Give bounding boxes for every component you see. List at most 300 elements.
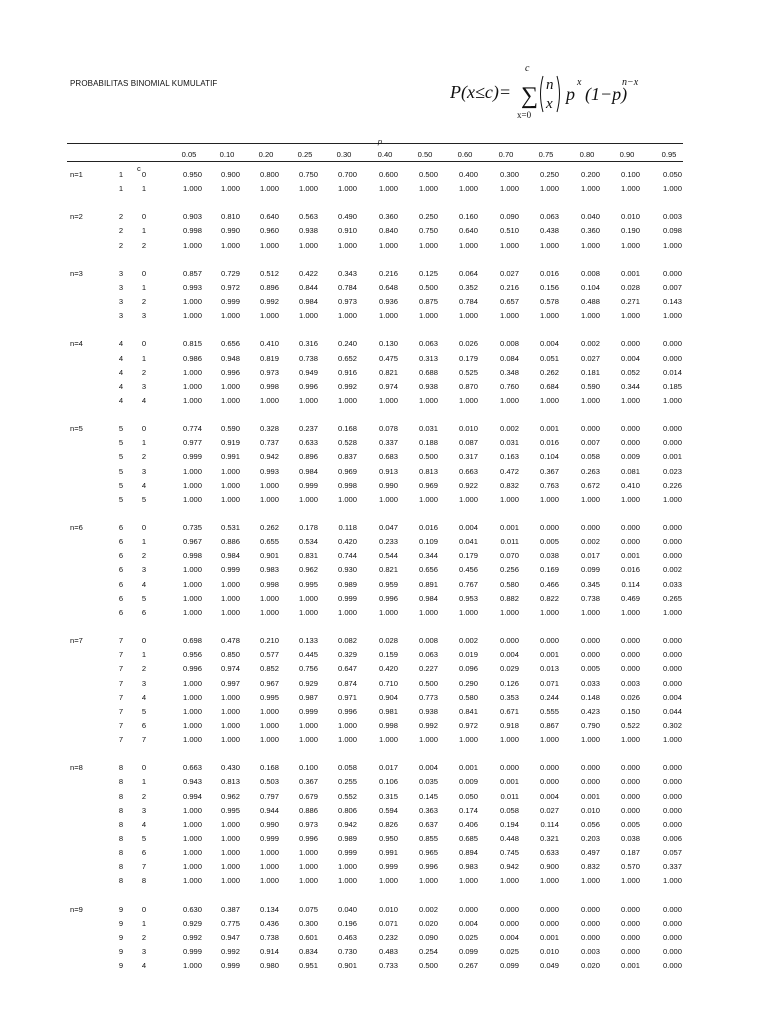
n-cell: 1 — [118, 184, 124, 194]
probability-cell: 0.026 — [458, 339, 478, 349]
c-cell: 7 — [141, 735, 147, 745]
probability-cell: 0.992 — [337, 381, 357, 391]
probability-cell: 0.016 — [620, 565, 640, 575]
probability-cell: 0.784 — [458, 297, 478, 307]
probability-cell: 1.000 — [298, 395, 318, 405]
probability-cell: 0.130 — [378, 339, 398, 349]
probability-cell: 1.000 — [418, 240, 438, 250]
table-row — [0, 818, 768, 832]
probability-cell: 0.005 — [539, 537, 559, 547]
probability-cell: 0.000 — [539, 777, 559, 787]
probability-cell: 0.929 — [298, 678, 318, 688]
probability-cell: 0.028 — [378, 636, 398, 646]
probability-cell: 1.000 — [378, 184, 398, 194]
probability-cell: 0.114 — [621, 579, 640, 589]
probability-cell: 0.178 — [298, 523, 318, 532]
probability-cell: 1.000 — [418, 607, 438, 617]
probability-cell: 0.469 — [620, 593, 640, 603]
n-cell: 4 — [118, 395, 124, 405]
probability-cell: 1.000 — [539, 240, 559, 250]
probability-cell: 1.000 — [580, 184, 600, 194]
probability-cell: 0.745 — [499, 848, 519, 858]
probability-cell: 0.857 — [182, 268, 202, 278]
probability-cell: 1.000 — [259, 720, 279, 730]
probability-cell: 0.943 — [182, 777, 202, 787]
c-cell: 2 — [141, 452, 147, 462]
probability-cell: 0.965 — [418, 848, 438, 858]
probability-cell: 0.901 — [259, 551, 279, 561]
probability-cell: 0.262 — [259, 523, 279, 532]
probability-cell: 0.922 — [458, 480, 478, 490]
probability-cell: 0.984 — [298, 466, 318, 476]
probability-cell: 0.959 — [378, 579, 398, 589]
probability-cell: 0.353 — [499, 692, 519, 702]
probability-cell: 0.684 — [539, 381, 559, 391]
probability-cell: 0.000 — [580, 636, 600, 646]
probability-cell: 1.000 — [580, 607, 600, 617]
table-row — [0, 705, 768, 719]
probability-cell: 0.998 — [259, 579, 279, 589]
table-row — [0, 775, 768, 789]
table-row — [0, 465, 768, 479]
probability-cell: 0.099 — [499, 961, 519, 971]
probability-cell: 0.700 — [337, 170, 357, 179]
probability-cell: 0.002 — [580, 339, 600, 349]
probability-cell: 0.951 — [298, 961, 318, 971]
group-label: n=1 — [70, 170, 83, 179]
probability-cell: 1.000 — [580, 494, 600, 504]
probability-cell: 0.000 — [662, 819, 682, 829]
probability-cell: 0.406 — [458, 819, 478, 829]
group-label: n=2 — [70, 212, 83, 222]
probability-cell: 0.738 — [580, 593, 600, 603]
probability-cell: 1.000 — [378, 876, 398, 886]
probability-cell: 0.004 — [458, 523, 478, 532]
probability-cell: 1.000 — [458, 184, 478, 194]
probability-cell: 0.698 — [182, 636, 202, 646]
formula-lhs: P(x≤c)= — [450, 82, 511, 102]
formula-one-minus-p: (1−p) — [585, 84, 628, 104]
probability-cell: 1.000 — [662, 311, 682, 321]
probability-cell: 1.000 — [220, 876, 240, 886]
probability-cell: 0.648 — [378, 282, 398, 292]
probability-cell: 0.655 — [259, 537, 279, 547]
probability-cell: 0.064 — [458, 268, 478, 278]
probability-cell: 0.656 — [418, 565, 438, 575]
probability-cell: 0.047 — [378, 523, 398, 532]
table-row — [0, 168, 768, 182]
probability-cell: 0.525 — [458, 367, 478, 377]
probability-cell: 0.000 — [620, 932, 640, 942]
probability-cell: 0.058 — [580, 452, 600, 462]
n-cell: 6 — [118, 537, 124, 547]
table-row — [0, 380, 768, 394]
probability-cell: 1.000 — [620, 494, 640, 504]
probability-cell: 0.775 — [220, 918, 240, 928]
probability-cell: 0.900 — [220, 170, 240, 179]
probability-cell: 0.488 — [580, 297, 600, 307]
table-row — [0, 677, 768, 691]
formula-exp-x: x — [577, 77, 582, 88]
probability-cell: 0.023 — [662, 466, 682, 476]
probability-cell: 0.344 — [418, 551, 438, 561]
probability-cell: 1.000 — [499, 876, 519, 886]
table-row — [0, 903, 768, 917]
probability-cell: 0.483 — [378, 947, 398, 957]
p-header-0.30: 0.30 — [336, 150, 352, 159]
probability-cell: 0.010 — [458, 424, 478, 434]
probability-cell: 0.006 — [662, 834, 682, 843]
probability-cell: 0.999 — [182, 947, 202, 957]
probability-cell: 0.991 — [220, 452, 240, 462]
probability-cell: 0.082 — [337, 636, 357, 646]
probability-cell: 0.834 — [298, 947, 318, 957]
c-cell: 6 — [141, 720, 147, 730]
probability-cell: 1.000 — [620, 240, 640, 250]
n-cell: 6 — [118, 579, 124, 589]
probability-cell: 0.317 — [458, 452, 478, 462]
c-cell: 3 — [141, 565, 147, 575]
table-row — [0, 450, 768, 464]
probability-cell: 0.010 — [539, 947, 559, 957]
probability-cell: 1.000 — [182, 579, 202, 589]
probability-cell: 1.000 — [458, 607, 478, 617]
table-row — [0, 662, 768, 676]
probability-cell: 0.999 — [220, 565, 240, 575]
probability-cell: 0.001 — [499, 523, 519, 532]
probability-cell: 0.004 — [418, 763, 438, 773]
probability-cell: 0.035 — [418, 777, 438, 787]
probability-cell: 0.008 — [580, 268, 600, 278]
probability-cell: 0.025 — [499, 947, 519, 957]
probability-cell: 0.008 — [418, 636, 438, 646]
probability-cell: 0.913 — [378, 466, 398, 476]
n-cell: 7 — [118, 636, 124, 646]
probability-cell: 0.996 — [298, 834, 318, 843]
probability-cell: 0.000 — [662, 268, 682, 278]
probability-cell: 0.832 — [499, 480, 519, 490]
probability-cell: 1.000 — [539, 607, 559, 617]
probability-cell: 1.000 — [182, 862, 202, 872]
n-cell: 3 — [118, 297, 124, 307]
probability-cell: 0.919 — [220, 438, 240, 448]
probability-cell: 0.104 — [539, 452, 559, 462]
probability-cell: 1.000 — [662, 735, 682, 745]
probability-cell: 0.490 — [337, 212, 357, 222]
probability-cell: 0.973 — [298, 819, 318, 829]
probability-cell: 0.000 — [620, 763, 640, 773]
probability-cell: 0.031 — [499, 438, 519, 448]
c-cell: 2 — [141, 297, 147, 307]
probability-cell: 0.000 — [539, 636, 559, 646]
probability-cell: 1.000 — [298, 862, 318, 872]
probability-cell: 1.000 — [418, 311, 438, 321]
probability-cell: 0.930 — [337, 565, 357, 575]
probability-cell: 0.949 — [298, 367, 318, 377]
c-cell: 2 — [141, 791, 147, 801]
probability-cell: 0.179 — [458, 551, 478, 561]
probability-cell: 1.000 — [378, 735, 398, 745]
probability-cell: 0.671 — [499, 706, 519, 716]
probability-cell: 0.090 — [499, 212, 519, 222]
probability-cell: 0.038 — [620, 834, 640, 843]
probability-cell: 0.929 — [182, 918, 202, 928]
probability-cell: 1.000 — [499, 607, 519, 617]
probability-cell: 0.100 — [298, 763, 318, 773]
probability-cell: 0.000 — [620, 438, 640, 448]
probability-cell: 0.188 — [418, 438, 438, 448]
probability-cell: 0.226 — [662, 480, 682, 490]
probability-cell: 0.290 — [458, 678, 478, 688]
probability-cell: 0.534 — [298, 537, 318, 547]
probability-cell: 1.000 — [298, 720, 318, 730]
probability-cell: 0.870 — [458, 381, 478, 391]
n-cell: 7 — [118, 650, 124, 660]
probability-cell: 0.000 — [620, 636, 640, 646]
probability-cell: 0.840 — [378, 226, 398, 236]
probability-cell: 0.360 — [378, 212, 398, 222]
probability-cell: 0.000 — [662, 805, 682, 815]
probability-cell: 0.993 — [259, 466, 279, 476]
probability-cell: 0.633 — [539, 848, 559, 858]
probability-cell: 0.552 — [337, 791, 357, 801]
probability-cell: 0.004 — [662, 692, 682, 702]
probability-cell: 0.000 — [620, 537, 640, 547]
probability-cell: 0.995 — [298, 579, 318, 589]
probability-cell: 0.133 — [298, 636, 318, 646]
probability-cell: 0.784 — [337, 282, 357, 292]
probability-cell: 0.445 — [298, 650, 318, 660]
probability-cell: 0.001 — [539, 932, 559, 942]
c-cell: 1 — [141, 353, 147, 363]
c-cell: 4 — [141, 819, 147, 829]
probability-cell: 0.013 — [539, 664, 559, 674]
probability-cell: 0.944 — [259, 805, 279, 815]
table-row — [0, 337, 768, 351]
c-cell: 0 — [141, 212, 147, 222]
c-cell: 1 — [141, 918, 147, 928]
probability-cell: 0.590 — [580, 381, 600, 391]
probability-cell: 0.948 — [220, 353, 240, 363]
probability-cell: 1.000 — [298, 311, 318, 321]
p-header-0.50: 0.50 — [417, 150, 433, 159]
probability-cell: 0.773 — [418, 692, 438, 702]
probability-cell: 0.040 — [580, 212, 600, 222]
probability-cell: 0.420 — [378, 664, 398, 674]
p-header-0.10: 0.10 — [219, 150, 235, 159]
probability-cell: 0.438 — [539, 226, 559, 236]
probability-cell: 0.000 — [499, 763, 519, 773]
probability-cell: 0.831 — [298, 551, 318, 561]
probability-cell: 0.159 — [378, 650, 398, 660]
probability-cell: 0.990 — [378, 480, 398, 490]
probability-cell: 1.000 — [298, 240, 318, 250]
probability-cell: 1.000 — [337, 607, 357, 617]
probability-cell: 0.763 — [539, 480, 559, 490]
probability-cell: 0.174 — [458, 805, 478, 815]
probability-cell: 0.019 — [458, 650, 478, 660]
probability-cell: 0.422 — [298, 268, 318, 278]
probability-cell: 0.466 — [539, 579, 559, 589]
probability-cell: 0.953 — [458, 593, 478, 603]
probability-cell: 0.017 — [378, 763, 398, 773]
probability-cell: 0.813 — [220, 777, 240, 787]
probability-cell: 0.992 — [259, 297, 279, 307]
probability-cell: 0.910 — [337, 226, 357, 236]
probability-cell: 1.000 — [662, 607, 682, 617]
probability-cell: 0.099 — [580, 565, 600, 575]
probability-cell: 0.996 — [378, 593, 398, 603]
probability-cell: 0.683 — [378, 452, 398, 462]
probability-cell: 0.179 — [458, 353, 478, 363]
probability-cell: 0.002 — [499, 424, 519, 434]
probability-cell: 0.000 — [580, 523, 600, 532]
probability-cell: 0.974 — [220, 664, 240, 674]
c-cell: 6 — [141, 607, 147, 617]
n-cell: 5 — [118, 480, 124, 490]
probability-cell: 1.000 — [259, 395, 279, 405]
probability-cell: 0.841 — [458, 706, 478, 716]
formula-p: p — [566, 84, 575, 104]
probability-cell: 0.896 — [259, 282, 279, 292]
probability-cell: 1.000 — [499, 240, 519, 250]
probability-cell: 0.475 — [378, 353, 398, 363]
probability-cell: 0.017 — [580, 551, 600, 561]
probability-cell: 1.000 — [182, 805, 202, 815]
probability-cell: 0.950 — [378, 834, 398, 843]
probability-cell: 0.000 — [620, 339, 640, 349]
probability-cell: 1.000 — [499, 735, 519, 745]
probability-cell: 1.000 — [259, 184, 279, 194]
n-cell: 8 — [118, 834, 124, 843]
probability-cell: 0.640 — [458, 226, 478, 236]
c-cell: 8 — [141, 876, 147, 886]
table-row — [0, 691, 768, 705]
probability-cell: 0.367 — [539, 466, 559, 476]
c-cell: 0 — [141, 763, 147, 773]
probability-cell: 0.010 — [580, 805, 600, 815]
table-row — [0, 804, 768, 818]
probability-cell: 0.001 — [458, 763, 478, 773]
probability-cell: 0.020 — [418, 918, 438, 928]
probability-cell: 0.000 — [620, 791, 640, 801]
probability-cell: 0.806 — [337, 805, 357, 815]
probability-cell: 0.640 — [259, 212, 279, 222]
table-row — [0, 563, 768, 577]
probability-cell: 0.000 — [620, 664, 640, 674]
n-cell: 4 — [118, 381, 124, 391]
probability-cell: 0.580 — [499, 579, 519, 589]
probability-cell: 0.058 — [499, 805, 519, 815]
probability-cell: 0.000 — [580, 424, 600, 434]
probability-cell: 0.000 — [539, 918, 559, 928]
probability-cell: 0.329 — [337, 650, 357, 660]
probability-cell: 0.987 — [298, 692, 318, 702]
probability-cell: 1.000 — [662, 876, 682, 886]
probability-cell: 0.882 — [499, 593, 519, 603]
probability-cell: 0.991 — [378, 848, 398, 858]
probability-cell: 0.071 — [539, 678, 559, 688]
probability-cell: 0.996 — [182, 664, 202, 674]
n-cell: 3 — [118, 311, 124, 321]
probability-cell: 1.000 — [182, 678, 202, 688]
probability-cell: 0.531 — [220, 523, 240, 532]
probability-cell: 0.028 — [620, 282, 640, 292]
probability-cell: 1.000 — [259, 848, 279, 858]
probability-cell: 0.744 — [337, 551, 357, 561]
group-label: n=8 — [70, 763, 83, 773]
probability-cell: 0.500 — [418, 961, 438, 971]
probability-cell: 1.000 — [580, 395, 600, 405]
probability-cell: 0.348 — [499, 367, 519, 377]
probability-cell: 0.826 — [378, 819, 398, 829]
c-cell: 1 — [141, 184, 147, 194]
probability-cell: 0.456 — [458, 565, 478, 575]
c-cell: 3 — [141, 678, 147, 688]
probability-cell: 0.002 — [458, 636, 478, 646]
probability-cell: 0.810 — [220, 212, 240, 222]
probability-cell: 0.181 — [580, 367, 600, 377]
probability-cell: 0.410 — [259, 339, 279, 349]
probability-cell: 0.026 — [620, 692, 640, 702]
probability-cell: 0.000 — [620, 918, 640, 928]
n-cell: 4 — [118, 353, 124, 363]
probability-cell: 0.000 — [662, 791, 682, 801]
table-row — [0, 719, 768, 733]
table-row — [0, 479, 768, 493]
probability-cell: 0.633 — [298, 438, 318, 448]
table-row — [0, 578, 768, 592]
probability-cell: 0.328 — [259, 424, 279, 434]
probability-cell: 1.000 — [539, 311, 559, 321]
probability-cell: 1.000 — [220, 480, 240, 490]
probability-cell: 0.580 — [458, 692, 478, 702]
probability-cell: 0.903 — [182, 212, 202, 222]
probability-cell: 0.016 — [539, 268, 559, 278]
probability-cell: 1.000 — [580, 735, 600, 745]
table-row — [0, 761, 768, 775]
c-column-label: c — [137, 164, 141, 173]
table-row — [0, 874, 768, 888]
table-row — [0, 832, 768, 846]
probability-cell: 0.150 — [620, 706, 640, 716]
probability-cell: 1.000 — [298, 848, 318, 858]
probability-cell: 0.300 — [499, 170, 519, 179]
n-cell: 8 — [118, 791, 124, 801]
probability-cell: 0.027 — [580, 353, 600, 363]
p-header-0.20: 0.20 — [258, 150, 274, 159]
probability-cell: 0.000 — [620, 904, 640, 914]
c-cell: 1 — [141, 650, 147, 660]
probability-cell: 0.960 — [259, 226, 279, 236]
probability-cell: 0.997 — [220, 678, 240, 688]
p-header-0.60: 0.60 — [457, 150, 473, 159]
probability-cell: 1.000 — [378, 494, 398, 504]
probability-cell: 0.996 — [298, 381, 318, 391]
probability-cell: 0.977 — [182, 438, 202, 448]
probability-cell: 0.000 — [662, 523, 682, 532]
probability-cell: 0.973 — [337, 297, 357, 307]
probability-cell: 0.967 — [182, 537, 202, 547]
n-cell: 4 — [118, 367, 124, 377]
c-cell: 5 — [141, 593, 147, 603]
probability-cell: 0.478 — [220, 636, 240, 646]
probability-cell: 1.000 — [662, 240, 682, 250]
probability-cell: 0.256 — [499, 565, 519, 575]
probability-cell: 0.918 — [499, 720, 519, 730]
c-cell: 3 — [141, 947, 147, 957]
probability-cell: 1.000 — [220, 579, 240, 589]
